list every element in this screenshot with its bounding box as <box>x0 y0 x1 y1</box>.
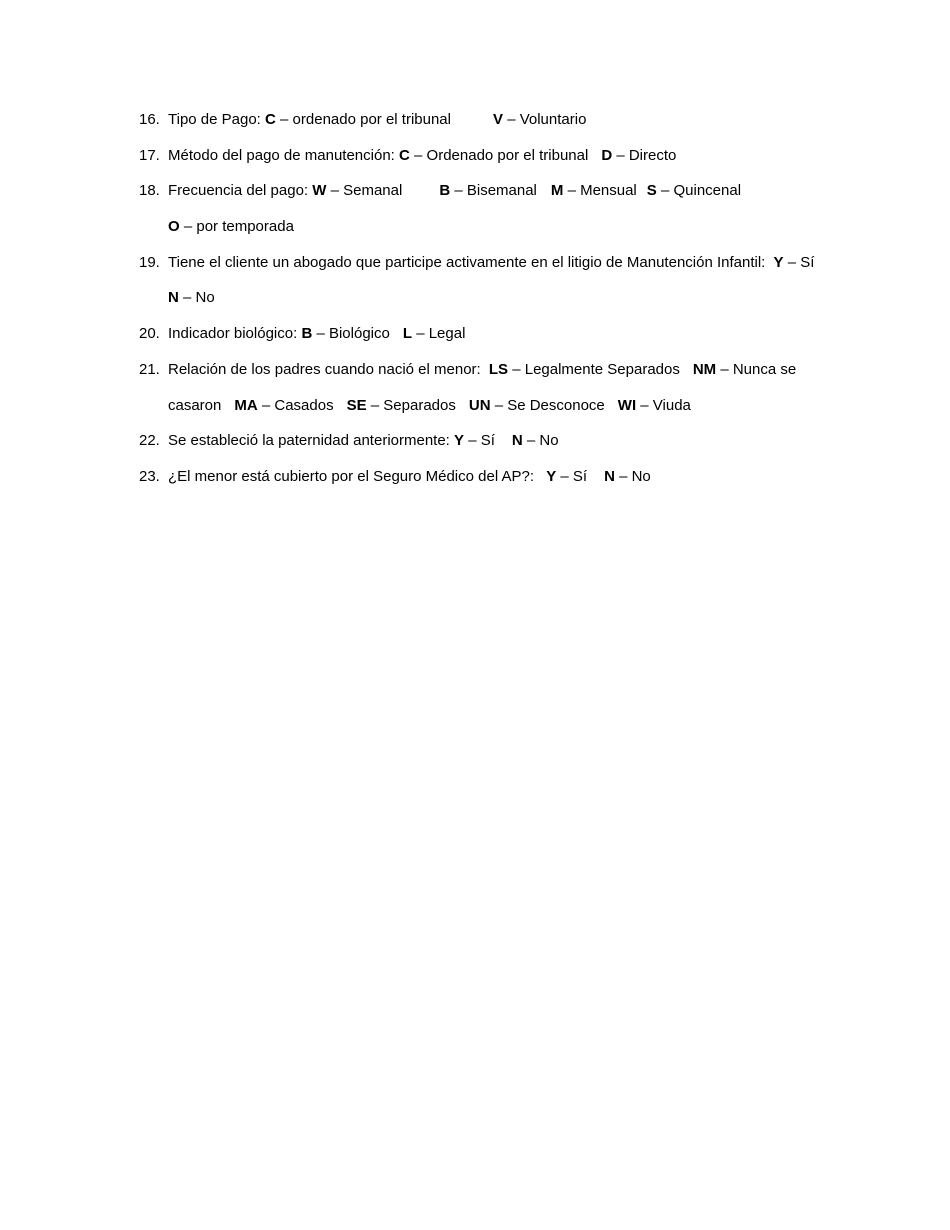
item-line <box>168 182 859 218</box>
item-text: Tiene el cliente un abogado que participe activamente en el litigio de Manutención Infantil: <box>168 253 766 271</box>
item-line <box>168 432 859 468</box>
option-label: – ordenado por el tribunal <box>280 111 451 128</box>
item-line <box>168 289 859 325</box>
option-code: MA <box>234 396 258 414</box>
option-label: – Se Desconoce <box>494 396 605 414</box>
list-item-21 <box>139 361 859 432</box>
option-code: C <box>265 111 276 128</box>
item-text: ¿El menor está cubierto por el Seguro Médico del AP?: <box>168 467 535 485</box>
option-label: – Sí <box>787 253 815 271</box>
option-code: Y <box>546 467 557 485</box>
item-text: Tipo de Pago: <box>168 111 261 128</box>
item-line <box>168 254 859 290</box>
option-label: – Casados <box>261 396 334 414</box>
item-number: 17. <box>139 146 160 164</box>
option-label: – Sí <box>560 467 588 485</box>
option-label: – Bisemanal <box>454 182 537 200</box>
item-number: 23. <box>139 467 160 485</box>
option-code: SE <box>346 396 367 414</box>
option-label: – Semanal <box>330 182 403 200</box>
item-line <box>168 147 859 183</box>
option-code: W <box>312 182 327 200</box>
option-label: – Legalmente Separados <box>512 360 680 378</box>
option-code: C <box>399 146 410 164</box>
list-item-19 <box>139 254 859 325</box>
code-list <box>139 111 859 504</box>
item-number: 20. <box>139 325 160 343</box>
option-label: – No <box>183 289 215 307</box>
option-label: – Nunca se <box>720 360 797 378</box>
option-code: UN <box>468 396 491 414</box>
option-code: D <box>601 146 613 164</box>
item-line <box>168 361 859 397</box>
option-code: NM <box>692 360 717 378</box>
option-label: – Biológico <box>316 325 390 343</box>
option-code: Y <box>773 253 784 271</box>
option-label: – por temporada <box>183 218 294 236</box>
option-label: – Separados <box>370 396 456 414</box>
option-label: – Ordenado por el tribunal <box>414 146 589 164</box>
option-code: B <box>439 182 451 200</box>
option-label: – Directo <box>616 146 677 164</box>
list-item-17 <box>139 147 859 183</box>
item-number: 21. <box>139 360 160 378</box>
option-code: LS <box>488 360 509 378</box>
option-code: O <box>168 218 180 236</box>
item-line <box>168 468 859 504</box>
option-label: – Viuda <box>640 396 691 414</box>
option-label: – No <box>619 467 651 485</box>
item-line <box>168 218 859 254</box>
option-code: N <box>168 289 179 307</box>
item-line <box>168 111 859 147</box>
list-item-18 <box>139 182 859 253</box>
list-item-22 <box>139 432 859 468</box>
item-number: 16. <box>139 111 160 128</box>
option-code: V <box>493 111 504 128</box>
item-text: Relación de los padres cuando nació el menor: <box>168 360 481 378</box>
option-code: N <box>511 432 523 450</box>
option-label: – Quincenal <box>660 182 742 200</box>
option-code: L <box>402 325 413 343</box>
option-label: – Legal <box>416 325 466 343</box>
list-item-16 <box>139 111 859 147</box>
option-code: B <box>301 325 313 343</box>
option-code: M <box>550 182 564 200</box>
item-text: Frecuencia del pago: <box>168 182 309 200</box>
item-text-continuation: casaron <box>168 396 222 414</box>
option-code: Y <box>454 432 465 450</box>
list-item-23 <box>139 468 859 504</box>
item-line <box>168 397 859 433</box>
item-text: Se estableció la paternidad anteriormente: <box>168 432 450 450</box>
item-line <box>168 325 859 361</box>
option-code: S <box>646 182 657 200</box>
option-code: WI <box>617 396 637 414</box>
item-text: Indicador biológico: <box>168 325 298 343</box>
item-text: Método del pago de manutención: <box>168 146 395 164</box>
option-label: – Mensual <box>567 182 637 200</box>
option-code: N <box>604 467 615 485</box>
item-number: 19. <box>139 253 160 271</box>
item-number: 22. <box>139 432 160 450</box>
option-label: – Voluntario <box>507 111 587 128</box>
item-number: 18. <box>139 182 160 200</box>
option-label: – No <box>526 432 559 450</box>
option-label: – Sí <box>468 432 495 450</box>
list-item-20 <box>139 325 859 361</box>
